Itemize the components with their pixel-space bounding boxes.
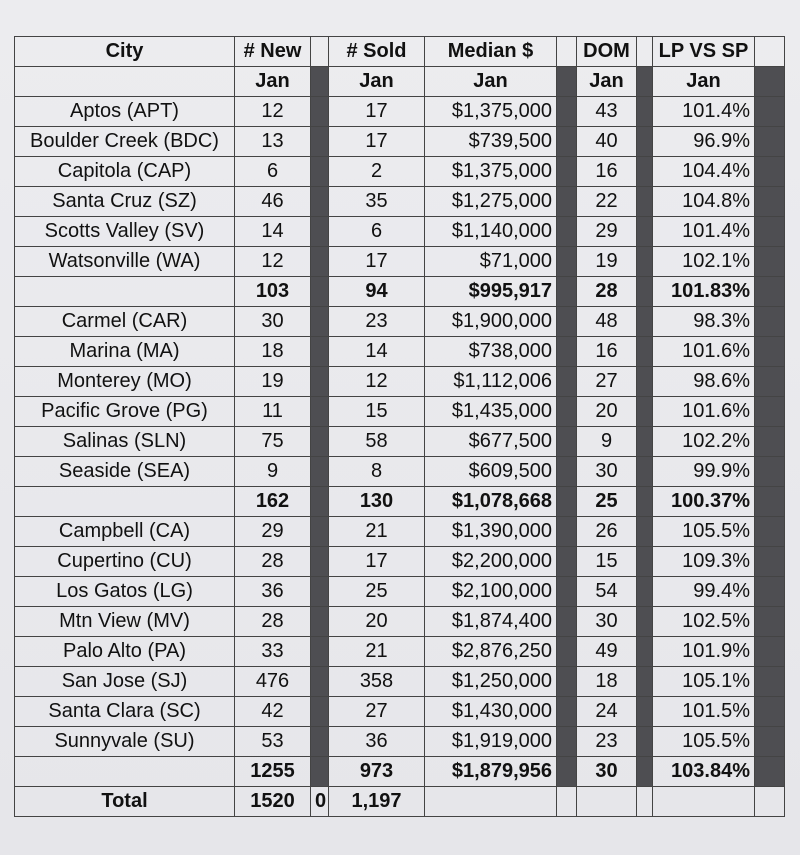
median-price-cell: $2,100,000 <box>425 577 557 607</box>
gap-cell <box>557 457 577 487</box>
gap-cell <box>755 667 785 697</box>
new-listings-cell: 14 <box>235 217 311 247</box>
empty-cell <box>755 787 785 817</box>
gap-cell <box>557 217 577 247</box>
header-lpsp-month: Jan <box>653 67 755 97</box>
header-sold: # Sold <box>329 37 425 67</box>
gap-cell <box>755 547 785 577</box>
lp-vs-sp-cell: 101.4% <box>653 97 755 127</box>
gap-cell <box>311 217 329 247</box>
dom-cell: 26 <box>577 517 637 547</box>
gap-cell <box>637 457 653 487</box>
table-row <box>15 367 785 397</box>
gap-cell <box>557 187 577 217</box>
dom-cell: 16 <box>577 337 637 367</box>
city-cell: Seaside (SEA) <box>15 457 235 487</box>
gap-cell <box>637 397 653 427</box>
header-sold-month: Jan <box>329 67 425 97</box>
sold-cell: 27 <box>329 697 425 727</box>
empty-cell <box>653 787 755 817</box>
dom-cell: 49 <box>577 637 637 667</box>
median-price-cell: $1,375,000 <box>425 97 557 127</box>
city-cell: Aptos (APT) <box>15 97 235 127</box>
new-listings-cell: 1255 <box>235 757 311 787</box>
new-listings-cell: 476 <box>235 667 311 697</box>
city-cell: Marina (MA) <box>15 337 235 367</box>
sold-cell: 2 <box>329 157 425 187</box>
gap-cell <box>557 607 577 637</box>
city-cell: Palo Alto (PA) <box>15 637 235 667</box>
gap-cell <box>557 667 577 697</box>
new-listings-cell: 42 <box>235 697 311 727</box>
gap-cell <box>637 97 653 127</box>
gap-cell <box>311 367 329 397</box>
sold-cell: 14 <box>329 337 425 367</box>
table-row <box>15 517 785 547</box>
sold-cell: 94 <box>329 277 425 307</box>
median-price-cell: $1,900,000 <box>425 307 557 337</box>
new-listings-cell: 53 <box>235 727 311 757</box>
table-row <box>15 577 785 607</box>
dom-cell: 43 <box>577 97 637 127</box>
gap-cell <box>557 97 577 127</box>
gap-cell <box>311 337 329 367</box>
table-row <box>15 157 785 187</box>
gap-cell <box>637 517 653 547</box>
header-row-titles <box>15 37 785 67</box>
sold-cell: 36 <box>329 727 425 757</box>
gap-cell <box>311 667 329 697</box>
lp-vs-sp-cell: 96.9% <box>653 127 755 157</box>
median-price-cell: $1,275,000 <box>425 187 557 217</box>
gap-cell <box>637 277 653 307</box>
gap-cell <box>557 727 577 757</box>
gap-cell <box>557 367 577 397</box>
new-listings-cell: 11 <box>235 397 311 427</box>
gap-cell <box>311 187 329 217</box>
gap-cell <box>755 127 785 157</box>
gap-cell <box>311 67 329 97</box>
lp-vs-sp-cell: 102.2% <box>653 427 755 457</box>
gap-cell <box>755 727 785 757</box>
lp-vs-sp-cell: 105.5% <box>653 517 755 547</box>
header-city-sub <box>15 67 235 97</box>
median-price-cell: $1,375,000 <box>425 157 557 187</box>
subtotal-row <box>15 487 785 517</box>
total-row <box>15 787 785 817</box>
sold-cell: 25 <box>329 577 425 607</box>
gap-cell <box>755 607 785 637</box>
table-row <box>15 187 785 217</box>
city-cell: Boulder Creek (BDC) <box>15 127 235 157</box>
gap-cell <box>311 277 329 307</box>
gap-cell <box>557 247 577 277</box>
median-price-cell: $1,112,006 <box>425 367 557 397</box>
header-median: Median $ <box>425 37 557 67</box>
gap-cell <box>311 397 329 427</box>
gap-cell <box>311 577 329 607</box>
empty-cell <box>577 787 637 817</box>
gap-cell <box>311 547 329 577</box>
lp-vs-sp-cell: 101.6% <box>653 397 755 427</box>
city-cell: Sunnyvale (SU) <box>15 727 235 757</box>
table-row <box>15 637 785 667</box>
gap-cell <box>311 457 329 487</box>
city-cell: Mtn View (MV) <box>15 607 235 637</box>
gap-cell <box>637 607 653 637</box>
gap-cell <box>557 337 577 367</box>
gap-cell <box>755 307 785 337</box>
table-row <box>15 337 785 367</box>
gap-cell <box>637 427 653 457</box>
table-row <box>15 127 785 157</box>
dom-cell: 30 <box>577 757 637 787</box>
lp-vs-sp-cell: 105.5% <box>653 727 755 757</box>
lp-vs-sp-cell: 100.37% <box>653 487 755 517</box>
new-listings-cell: 103 <box>235 277 311 307</box>
sold-cell: 17 <box>329 247 425 277</box>
gap-cell <box>311 607 329 637</box>
gap-cell <box>637 67 653 97</box>
gap-cell <box>755 517 785 547</box>
city-cell <box>15 757 235 787</box>
empty-cell <box>637 787 653 817</box>
median-price-cell: $1,078,668 <box>425 487 557 517</box>
total-gap-value: 0 <box>311 787 329 817</box>
median-price-cell: $1,430,000 <box>425 697 557 727</box>
header-dom-month: Jan <box>577 67 637 97</box>
table-row <box>15 667 785 697</box>
gap-cell <box>637 637 653 667</box>
gap-cell <box>311 157 329 187</box>
gap-cell <box>637 367 653 397</box>
gap-cell <box>637 757 653 787</box>
new-listings-cell: 30 <box>235 307 311 337</box>
gap-cell <box>557 157 577 187</box>
gap-cell <box>311 127 329 157</box>
sold-cell: 15 <box>329 397 425 427</box>
lp-vs-sp-cell: 98.3% <box>653 307 755 337</box>
gap-cell <box>557 547 577 577</box>
gap-cell <box>311 517 329 547</box>
gap-cell <box>311 757 329 787</box>
dom-cell: 20 <box>577 397 637 427</box>
city-cell: Salinas (SLN) <box>15 427 235 457</box>
dom-cell: 22 <box>577 187 637 217</box>
median-price-cell: $71,000 <box>425 247 557 277</box>
gap-cell <box>557 67 577 97</box>
total-label: Total <box>15 787 235 817</box>
table-row <box>15 457 785 487</box>
gap-cell <box>637 577 653 607</box>
dom-cell: 9 <box>577 427 637 457</box>
subtotal-row <box>15 757 785 787</box>
table-row <box>15 217 785 247</box>
header-gap <box>557 37 577 67</box>
gap-cell <box>637 667 653 697</box>
median-price-cell: $1,435,000 <box>425 397 557 427</box>
median-price-cell: $1,919,000 <box>425 727 557 757</box>
lp-vs-sp-cell: 98.6% <box>653 367 755 397</box>
header-row-months <box>15 67 785 97</box>
dom-cell: 18 <box>577 667 637 697</box>
city-cell: Los Gatos (LG) <box>15 577 235 607</box>
gap-cell <box>311 97 329 127</box>
city-cell: Santa Cruz (SZ) <box>15 187 235 217</box>
new-listings-cell: 162 <box>235 487 311 517</box>
total-sold-cell: 1,197 <box>329 787 425 817</box>
gap-cell <box>755 457 785 487</box>
median-price-cell: $1,250,000 <box>425 667 557 697</box>
new-listings-cell: 9 <box>235 457 311 487</box>
gap-cell <box>755 337 785 367</box>
gap-cell <box>557 577 577 607</box>
dom-cell: 23 <box>577 727 637 757</box>
header-median-month: Jan <box>425 67 557 97</box>
new-listings-cell: 36 <box>235 577 311 607</box>
city-cell: Campbell (CA) <box>15 517 235 547</box>
header-gap <box>637 37 653 67</box>
dom-cell: 48 <box>577 307 637 337</box>
gap-cell <box>755 757 785 787</box>
table-row <box>15 427 785 457</box>
sold-cell: 21 <box>329 637 425 667</box>
median-price-cell: $995,917 <box>425 277 557 307</box>
city-cell <box>15 487 235 517</box>
subtotal-row <box>15 277 785 307</box>
sold-cell: 23 <box>329 307 425 337</box>
median-price-cell: $1,140,000 <box>425 217 557 247</box>
gap-cell <box>637 247 653 277</box>
sold-cell: 6 <box>329 217 425 247</box>
sold-cell: 12 <box>329 367 425 397</box>
sold-cell: 20 <box>329 607 425 637</box>
gap-cell <box>557 427 577 457</box>
empty-cell <box>425 787 557 817</box>
gap-cell <box>755 277 785 307</box>
new-listings-cell: 19 <box>235 367 311 397</box>
gap-cell <box>557 517 577 547</box>
median-price-cell: $2,876,250 <box>425 637 557 667</box>
dom-cell: 19 <box>577 247 637 277</box>
dom-cell: 24 <box>577 697 637 727</box>
gap-cell <box>637 217 653 247</box>
dom-cell: 29 <box>577 217 637 247</box>
gap-cell <box>755 217 785 247</box>
gap-cell <box>637 307 653 337</box>
dom-cell: 28 <box>577 277 637 307</box>
gap-cell <box>557 397 577 427</box>
gap-cell <box>311 427 329 457</box>
lp-vs-sp-cell: 104.4% <box>653 157 755 187</box>
table-row <box>15 697 785 727</box>
gap-cell <box>637 337 653 367</box>
header-gap <box>755 37 785 67</box>
dom-cell: 54 <box>577 577 637 607</box>
sold-cell: 358 <box>329 667 425 697</box>
header-dom: DOM <box>577 37 637 67</box>
gap-cell <box>311 697 329 727</box>
dom-cell: 40 <box>577 127 637 157</box>
city-cell <box>15 277 235 307</box>
gap-cell <box>755 487 785 517</box>
header-new-month: Jan <box>235 67 311 97</box>
gap-cell <box>755 187 785 217</box>
gap-cell <box>637 547 653 577</box>
city-cell: Capitola (CAP) <box>15 157 235 187</box>
gap-cell <box>637 697 653 727</box>
median-price-cell: $609,500 <box>425 457 557 487</box>
gap-cell <box>755 577 785 607</box>
city-cell: Pacific Grove (PG) <box>15 397 235 427</box>
new-listings-cell: 6 <box>235 157 311 187</box>
lp-vs-sp-cell: 101.4% <box>653 217 755 247</box>
new-listings-cell: 18 <box>235 337 311 367</box>
gap-cell <box>755 247 785 277</box>
lp-vs-sp-cell: 101.6% <box>653 337 755 367</box>
lp-vs-sp-cell: 105.1% <box>653 667 755 697</box>
gap-cell <box>637 187 653 217</box>
gap-cell <box>637 127 653 157</box>
city-cell: Monterey (MO) <box>15 367 235 397</box>
table-row <box>15 247 785 277</box>
lp-vs-sp-cell: 103.84% <box>653 757 755 787</box>
sold-cell: 973 <box>329 757 425 787</box>
sold-cell: 58 <box>329 427 425 457</box>
new-listings-cell: 13 <box>235 127 311 157</box>
new-listings-cell: 75 <box>235 427 311 457</box>
gap-cell <box>755 427 785 457</box>
city-cell: Carmel (CAR) <box>15 307 235 337</box>
lp-vs-sp-cell: 104.8% <box>653 187 755 217</box>
lp-vs-sp-cell: 101.5% <box>653 697 755 727</box>
table-row <box>15 607 785 637</box>
gap-cell <box>637 487 653 517</box>
sold-cell: 8 <box>329 457 425 487</box>
table-row <box>15 307 785 337</box>
dom-cell: 27 <box>577 367 637 397</box>
table-row <box>15 397 785 427</box>
gap-cell <box>755 157 785 187</box>
city-cell: San Jose (SJ) <box>15 667 235 697</box>
median-price-cell: $1,874,400 <box>425 607 557 637</box>
gap-cell <box>755 67 785 97</box>
gap-cell <box>755 637 785 667</box>
new-listings-cell: 28 <box>235 547 311 577</box>
city-cell: Scotts Valley (SV) <box>15 217 235 247</box>
new-listings-cell: 33 <box>235 637 311 667</box>
sold-cell: 17 <box>329 127 425 157</box>
city-cell: Watsonville (WA) <box>15 247 235 277</box>
gap-cell <box>755 97 785 127</box>
lp-vs-sp-cell: 102.5% <box>653 607 755 637</box>
gap-cell <box>311 727 329 757</box>
gap-cell <box>557 127 577 157</box>
gap-cell <box>637 727 653 757</box>
gap-cell <box>637 157 653 187</box>
sold-cell: 130 <box>329 487 425 517</box>
total-new-cell: 1520 <box>235 787 311 817</box>
dom-cell: 30 <box>577 457 637 487</box>
new-listings-cell: 28 <box>235 607 311 637</box>
dom-cell: 25 <box>577 487 637 517</box>
median-price-cell: $1,390,000 <box>425 517 557 547</box>
table-row <box>15 727 785 757</box>
new-listings-cell: 12 <box>235 97 311 127</box>
city-cell: Santa Clara (SC) <box>15 697 235 727</box>
gap-cell <box>311 487 329 517</box>
lp-vs-sp-cell: 99.4% <box>653 577 755 607</box>
dom-cell: 16 <box>577 157 637 187</box>
gap-cell <box>557 697 577 727</box>
sold-cell: 21 <box>329 517 425 547</box>
median-price-cell: $2,200,000 <box>425 547 557 577</box>
gap-cell <box>755 397 785 427</box>
gap-cell <box>557 637 577 667</box>
table-row <box>15 547 785 577</box>
gap-cell <box>557 487 577 517</box>
market-stats-table <box>14 36 785 817</box>
new-listings-cell: 29 <box>235 517 311 547</box>
new-listings-cell: 12 <box>235 247 311 277</box>
lp-vs-sp-cell: 109.3% <box>653 547 755 577</box>
city-cell: Cupertino (CU) <box>15 547 235 577</box>
sold-cell: 17 <box>329 547 425 577</box>
new-listings-cell: 46 <box>235 187 311 217</box>
median-price-cell: $739,500 <box>425 127 557 157</box>
lp-vs-sp-cell: 101.83% <box>653 277 755 307</box>
header-lpsp: LP VS SP <box>653 37 755 67</box>
dom-cell: 30 <box>577 607 637 637</box>
sold-cell: 35 <box>329 187 425 217</box>
lp-vs-sp-cell: 99.9% <box>653 457 755 487</box>
lp-vs-sp-cell: 101.9% <box>653 637 755 667</box>
table-row <box>15 97 785 127</box>
header-gap <box>311 37 329 67</box>
empty-cell <box>557 787 577 817</box>
gap-cell <box>755 697 785 727</box>
gap-cell <box>311 307 329 337</box>
header-new: # New <box>235 37 311 67</box>
gap-cell <box>755 367 785 397</box>
gap-cell <box>557 277 577 307</box>
dom-cell: 15 <box>577 547 637 577</box>
gap-cell <box>311 637 329 667</box>
gap-cell <box>557 757 577 787</box>
median-price-cell: $1,879,956 <box>425 757 557 787</box>
sold-cell: 17 <box>329 97 425 127</box>
header-city: City <box>15 37 235 67</box>
median-price-cell: $677,500 <box>425 427 557 457</box>
gap-cell <box>311 247 329 277</box>
gap-cell <box>557 307 577 337</box>
median-price-cell: $738,000 <box>425 337 557 367</box>
lp-vs-sp-cell: 102.1% <box>653 247 755 277</box>
